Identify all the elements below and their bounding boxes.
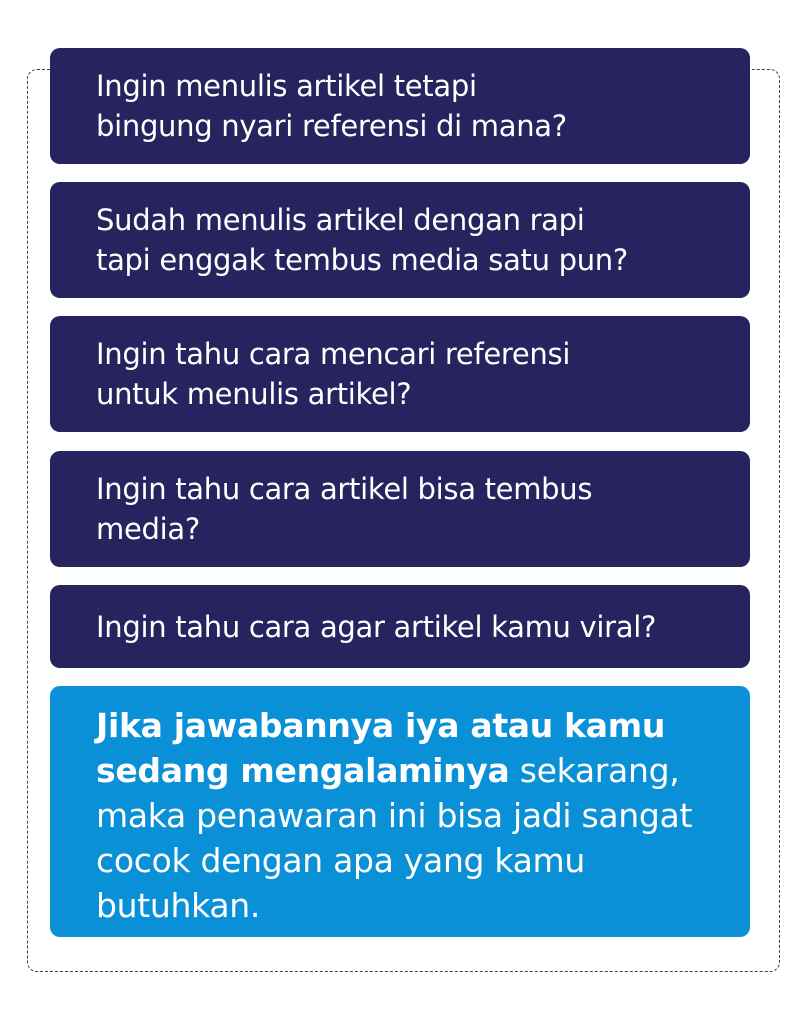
closing-bold-text: Jika jawabannya iya atau kamu sedang mengalaminya [96,706,666,790]
closing-regular-text: sekarang, maka penawaran ini bisa jadi sangat cocok dengan apa yang kamu butuhkan. [96,751,693,925]
closing-text [96,686,732,928]
question-text-5: Ingin tahu cara agar artikel kamu viral? [96,609,657,644]
question-card-3 [50,316,750,432]
question-text-2: Sudah menulis artikel dengan rapi tapi enggak tembus media satu pun? [96,203,628,277]
question-card-2 [50,182,750,298]
closing-card [50,686,750,937]
question-card-1 [50,48,750,164]
question-text-4: Ingin tahu cara artikel bisa tembus media? [96,472,593,546]
question-text-1: Ingin menulis artikel tetapi bingung nyari referensi di mana? [96,69,567,143]
question-text-3: Ingin tahu cara mencari referensi untuk menulis artikel? [96,337,571,411]
question-card-5 [50,585,750,668]
question-card-4 [50,451,750,567]
